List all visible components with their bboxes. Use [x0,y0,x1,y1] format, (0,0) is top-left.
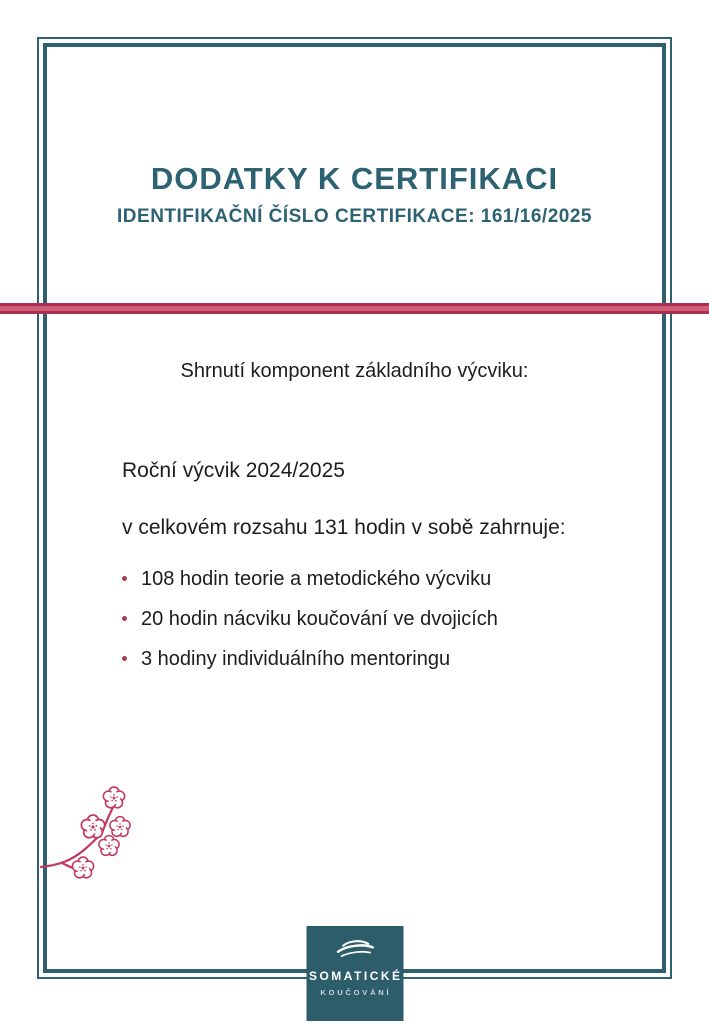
list-item-label: 108 hodin teorie a metodického výcviku [141,568,492,590]
course-summary-section [122,459,592,688]
list-item [122,568,592,590]
somaticke-koucovani-logo [306,926,403,1021]
logo-brand-text: SOMATICKÉ [308,969,403,983]
list-item-label: 3 hodiny individuálního mentoringu [141,648,451,670]
bullet-dot-icon [122,576,127,581]
bullet-dot-icon [122,656,127,661]
wave-icon [330,937,380,963]
logo-tagline-text: KOUČOVÁNÍ [320,988,392,997]
bullet-dot-icon [122,616,127,621]
list-item [122,648,592,670]
summary-heading: Shrnutí komponent základního výcviku: [180,360,529,382]
page-title: DODATKY K CERTIFIKACI [150,161,559,196]
cherry-blossom-branch-icon [36,776,176,886]
list-item [122,608,592,630]
course-scope: v celkovém rozsahu 131 hodin v sobě zahrnuje: [122,516,566,539]
course-components-list [122,568,592,670]
certificate-id-subtitle: IDENTIFIKAČNÍ ČÍSLO CERTIFIKACE: 161/16/2025 [117,205,592,227]
list-item-label: 20 hodin nácviku koučování ve dvojicích [141,608,498,630]
accent-ribbon-line [0,303,709,314]
course-name: Roční výcvik 2024/2025 [122,459,345,482]
title-block [0,160,709,228]
